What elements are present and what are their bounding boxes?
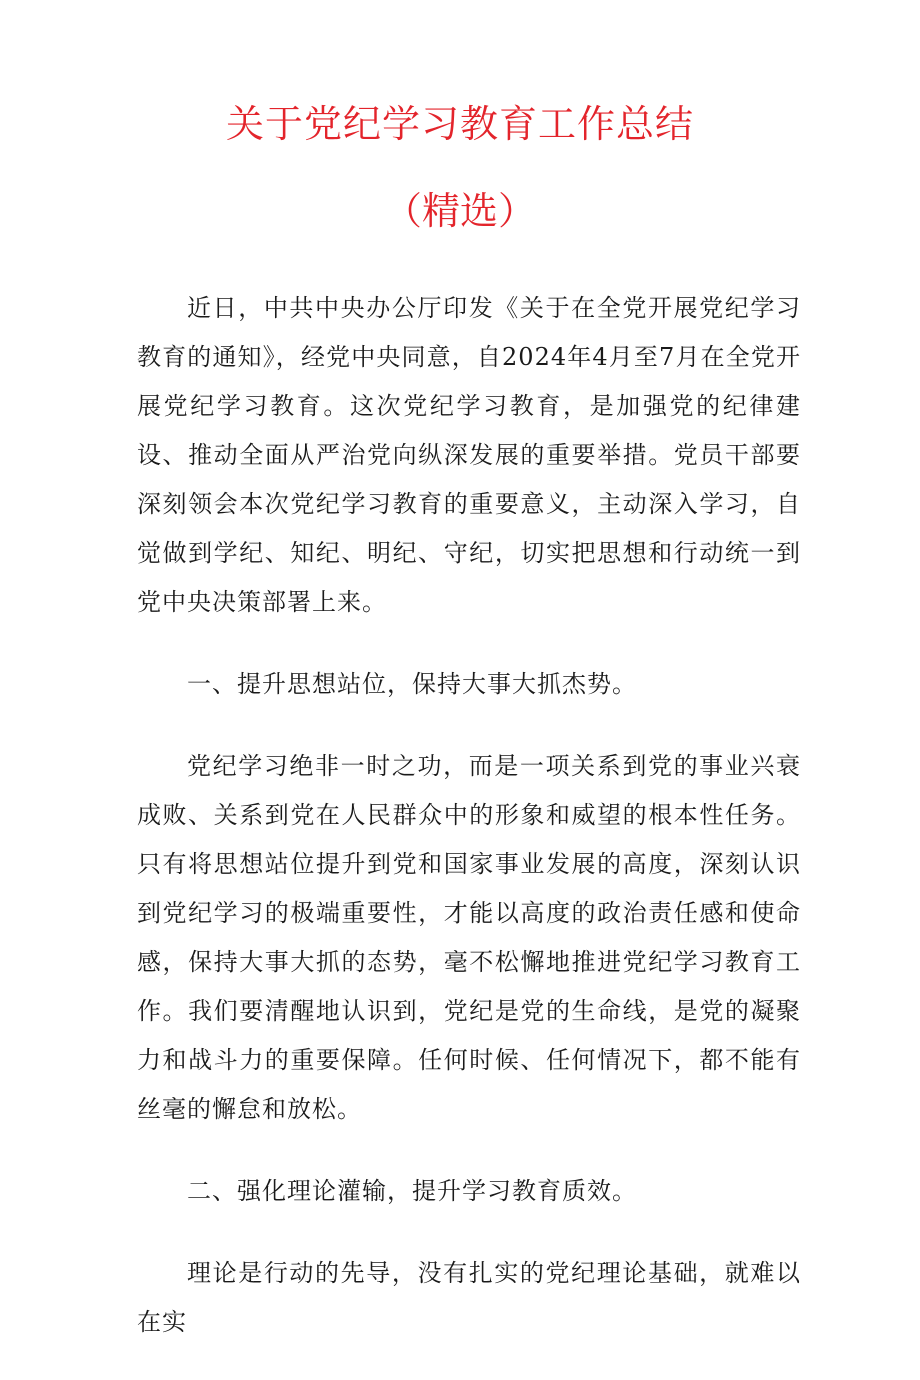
paragraph-intro: 近日，中共中央办公厅印发《关于在全党开展党纪学习教育的通知》，经党中央同意，自2024年4月至7月在全党开展党纪学习教育。这次党纪学习教育，是加强党的纪律建设、推动全面从严治党向纵深发展的重要举措。党员干部要深刻领会本次党纪学习教育的重要意义，主动深入学习，自觉做到学纪、知纪、明纪、守纪，切实把思想和行动统一到党中央决策部署上来。 <box>137 294 801 616</box>
section-heading-2: 二、强化理论灌输，提升学习教育质效。 <box>187 1177 637 1205</box>
document-subtitle: （精选） <box>383 189 536 233</box>
document-title: 关于党纪学习教育工作总结 <box>225 102 694 146</box>
section-heading-1: 一、提升思想站位，保持大事大抓杰势。 <box>187 670 637 698</box>
paragraph-section-1: 党纪学习绝非一时之功，而是一项关系到党的事业兴衰成败、关系到党在人民群众中的形象和威望的根本性任务。只有将思想站位提升到党和国家事业发展的高度，深刻认识到党纪学习的极端重要性，才能以高度的政治责任感和使命感，保持大事大抓的态势，毫不松懈地推进党纪学习教育工作。我们要清醒地认识到，党纪是党的生命线，是党的凝聚力和战斗力的重要保障。任何时候、任何情况下，都不能有丝毫的懈怠和放松。 <box>137 752 801 1123</box>
paragraph-section-2: 理论是行动的先导，没有扎实的党纪理论基础，就难以在实 <box>137 1259 801 1336</box>
document-body <box>137 284 801 1380</box>
